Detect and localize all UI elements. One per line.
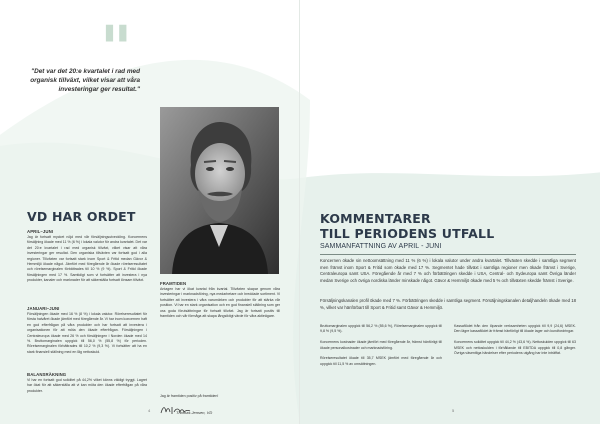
section-label-april-june: APRIL–JUNI <box>27 229 54 234</box>
section-text-balance-sheet: Vi har en fortsatt god soliditet på 44,2% vilket känns väldigt tryggt. Lagret har ökat för att säkerställa att vi kan möta den ökade efterfrågan på våra produkter. <box>27 378 147 393</box>
ceo-portrait <box>160 107 279 274</box>
quote-mark-icon: " <box>100 12 133 85</box>
pull-quote: "Det var det 20:e kvartalet i rad med organisk tillväxt, vilket visar att våra investeringar ger resultat." <box>30 68 140 93</box>
section-label-future: FRAMTIDEN <box>160 281 187 286</box>
page-title-comments-line2: TILL PERIODENS UTFALL <box>320 226 495 241</box>
lead-paragraph-1: Koncernen ökade sin nettoomsättning med 11 % (6 %) i lokala valutor under andra kvartalet. Tillväxten skedde i samtliga segment men främst inom Sport & Fritid som ökade med 17 %. Segmentet hade tillväxt i samtliga regioner men ökade främst i Sverige, Centraleuropa samt USA. Föregående år med 7 % och förbättringen skedde i USA, Central- och Sydeuropa samt Övriga länder medan Sverige och övriga nordiska länder minskade något. Gävor & Hemmiljö ökade med 5 % och tillväxten skedde främst i Sverige. <box>320 258 576 283</box>
column-text-2: Kassaflödet från den löpande verksamheten uppgick till 9,9 (24,6) MSEK. Den lägre kassaflödet är främst hänförligt till ökade lager och kundfordringar. Koncernens soliditet uppgick till 44,2 % (43,6 %). Nettoskulden uppgick till 63 MSEK och nettoskulden i förhållande till EBITDA uppgick till 0,8 gånger. Övriga väsentliga händelser efter periodens utgång har inte inträffat. <box>454 324 576 356</box>
page-title-vd: VD HAR ORDET <box>27 209 136 224</box>
section-label-january-june: JANUARI–JUNI <box>27 306 60 311</box>
page-number-left: 4 <box>148 408 151 413</box>
section-text-january-june: Försäljningen ökade med 16 % (8 %) i lokala valutor. Rörelseresultatet för första halvåret ökade jämfört med föregående år. Vi har inom koncernen haft en god efterfrågan på våra produkter och har fortsatt att investera i organisationen för att möta den ökade efterfrågan. Försäljningen i Centraleuropa ökade med 26 % och försäljningen i Norden ökade med 14 %. Bruttomarginalen uppgick till 56,0 % (55,8 %) för perioden. Rörelsemarginalen förbättrades till 10,2 % (9,3 %). Vi fortsätter att ha en stark finansiell ställning med en låg nettoskuld. <box>27 312 148 354</box>
column-text-1: Bruttomarginalen uppgick till 56,2 % (55,6 %), Rörelsemarginalen uppgick till 9,8 % (9,5 %). Koncernens kostnader ökade jämfört med föregående år, främst hänförligt till ökade personalkostnader och marknadsföring. Rörelseresultatet ökade till 35,7 MSEK jämfört med föregående år och uppgick till 11,5 % av omsättningen. <box>320 324 442 366</box>
subtitle-divider <box>320 254 576 255</box>
page-subtitle: SAMMANFATTNING AV APRIL - JUNI <box>320 243 442 250</box>
section-label-balance-sheet: BALANSRÄKNING <box>27 372 67 377</box>
section-text-future: Antagen har vi ökat kvartal från kvartal. Tillväxten skapar genom våra investeringar i marknadsföring, nya medarbetare och breddade sortiment. Vi fortsätter att investera i våra varumärken och produkter för att stärka vår position. Vi har en stark organisation och en god finansiell ställning som ger oss goda förutsättningar för fortsatt tillväxt. Jag är fortsatt positiv till framtiden och vår förmåga att skapa långsiktigt värde för våra aktieägare. <box>160 287 280 319</box>
section-text-april-june: Jag är fortsatt mycket nöjd med vår försäljningsutveckling. Koncernens försäljning ökade med 11 % (6 %) i lokala valutor för andra kvartalet. Det var det 20:e kvartalet i rad med organisk tillväxt, vilket visar att våra investeringar ger resultat. Den organiska tillväxten var fortsatt god i alla regioner. Tillväxten var fortsatt stark inom Sport & Fritid medan Gävor & Hemmiljö ökade något. Jämfört med föregående år ökade rörelseresultatet och rörelsemarginalen förbättrades till 10 % (9 %). Sport & Fritid ökade försäljningen med 17 %. Samtidigt som vi fortsätter att investera i nya produkter, kanaler och marknader för att säkerställa fortsatt lönsam tillväxt. <box>27 235 147 283</box>
page-gutter <box>299 0 300 424</box>
closing-line: Jag är framtiden positiv på framtiden! <box>160 394 219 398</box>
page-title-comments-line1: KOMMENTARER <box>320 211 431 226</box>
lead-paragraph-2: Försäljningskanalen profil ökade med 7 %. Förbättringen skedde i samtliga segment. Försäljningskanalen detaljhandeln ökade med 18 %, vilket var hänförbart till Sport & Fritid samt Gävor & Hemmiljö. <box>320 298 576 310</box>
signer-name: Thomas Jensen, VD <box>176 410 213 415</box>
page-number-right: 5 <box>452 408 455 413</box>
